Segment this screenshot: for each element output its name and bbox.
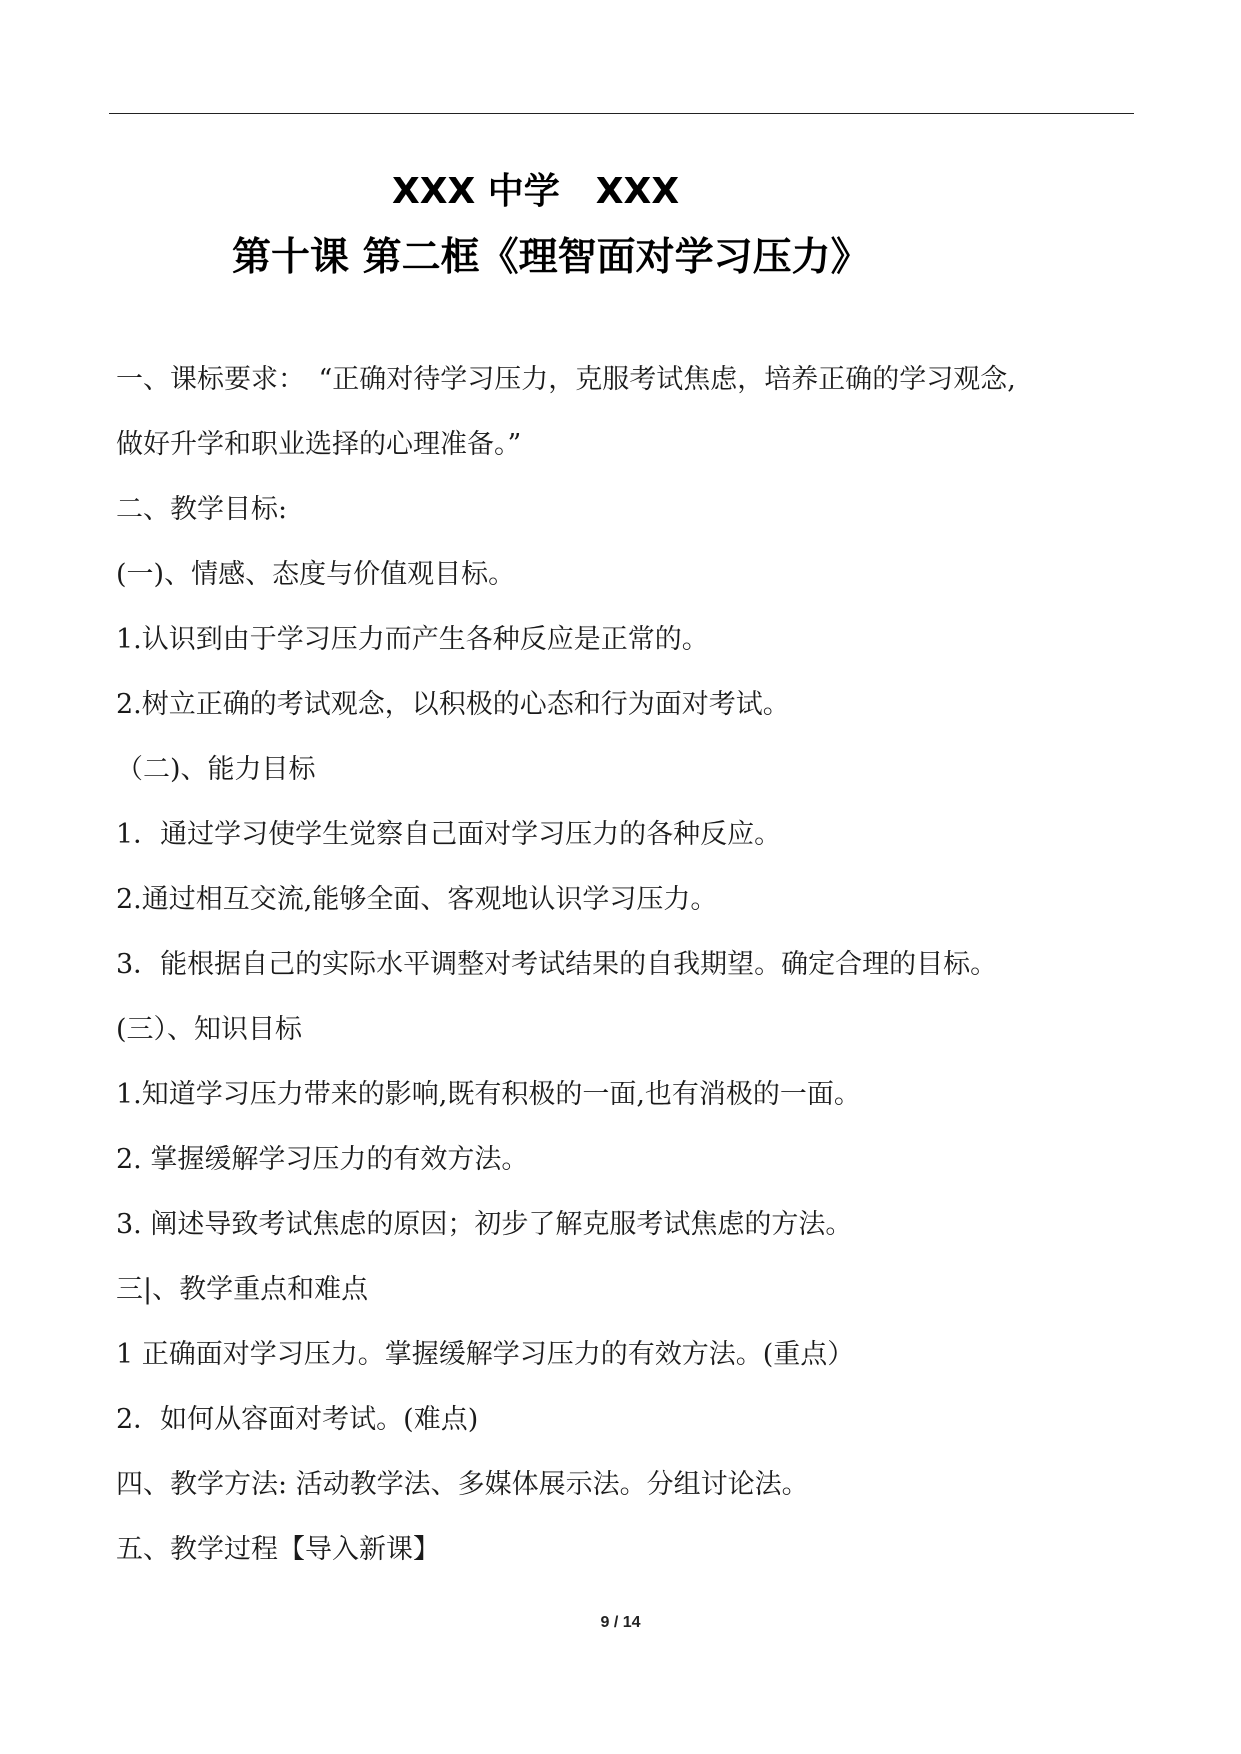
list-item: 2.通过相互交流,能够全面、客观地认识学习压力。 xyxy=(116,884,718,915)
list-item: 1.知道学习压力带来的影响,既有积极的一面,也有消极的一面。 xyxy=(116,1079,861,1110)
text-line: 一、课标要求： “正确对待学习压力，克服考试焦虑，培养正确的学习观念, xyxy=(116,364,1016,395)
page-number: 9 / 14 xyxy=(600,1614,641,1631)
lesson-title: 第十课 第二框《理智面对学习压力》 xyxy=(232,235,870,280)
section-heading: 二、教学目标: xyxy=(116,494,288,525)
list-item: 2.树立正确的考试观念，以积极的心态和行为面对考试。 xyxy=(116,689,790,720)
subsection-heading: (一)、情感、态度与价值观目标。 xyxy=(116,559,516,590)
list-item: 3．能根据自己的实际水平调整对考试结果的自我期望。确定合理的目标。 xyxy=(116,949,998,980)
subsection-heading: (三）、知识目标 xyxy=(116,1014,303,1045)
subsection-heading: （二)、能力目标 xyxy=(116,754,316,785)
school-title: XXX 中学 XXX xyxy=(392,171,680,212)
section-heading: 四、教学方法: 活动教学法、多媒体展示法。分组讨论法。 xyxy=(116,1469,809,1500)
list-item: 3. 阐述导致考试焦虑的原因；初步了解克服考试焦虑的方法。 xyxy=(116,1209,853,1240)
text-line: 做好升学和职业选择的心理准备。” xyxy=(116,429,522,460)
list-item: 2. 掌握缓解学习压力的有效方法。 xyxy=(116,1144,529,1175)
list-item: 1.认识到由于学习压力而产生各种反应是正常的。 xyxy=(116,624,709,655)
section-heading: 五、教学过程【导入新课】 xyxy=(116,1534,440,1565)
header-rule xyxy=(109,113,1134,114)
list-item: 1 正确面对学习压力。掌握缓解学习压力的有效方法。(重点） xyxy=(116,1339,855,1370)
list-item: 2．如何从容面对考试。(难点) xyxy=(116,1404,479,1435)
list-item: 1．通过学习使学生觉察自己面对学习压力的各种反应。 xyxy=(116,819,782,850)
section-heading: 三|、教学重点和难点 xyxy=(116,1274,369,1305)
